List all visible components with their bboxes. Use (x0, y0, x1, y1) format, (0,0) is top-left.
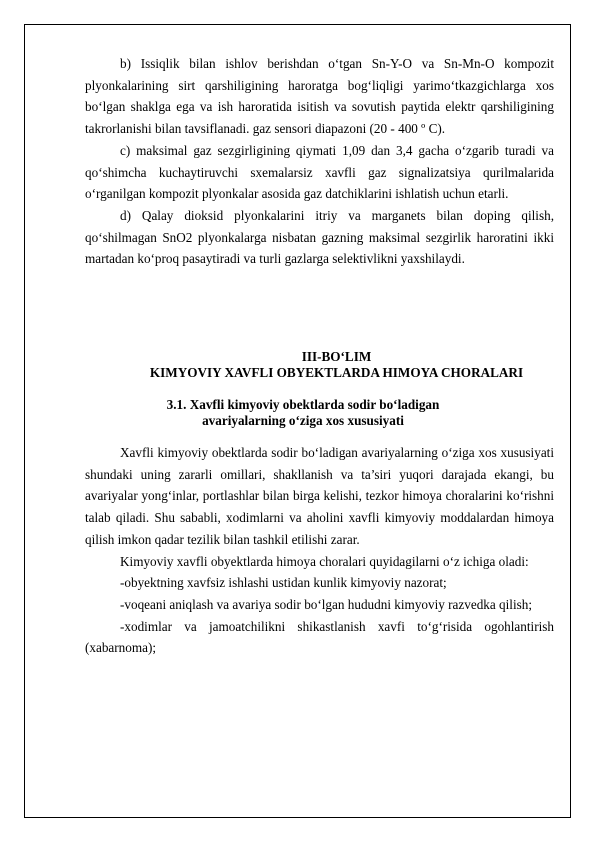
list-item: -voqeani aniqlash va avariya sodir bo‘lgan hududni kimyoviy razvedka qilish; (120, 596, 533, 612)
list-item: -obyektning xavfsiz ishlashi ustidan kunlik kimyoviy nazorat; (120, 575, 447, 591)
paragraph-c: c) maksimal gaz sezgirligining qiymati 1,09 dan 3,4 gacha o‘zgarib turadi va qo‘shimcha kuchaytiruvchi sxemalarsiz xavfli gaz signalizatsiya qurilmalarida o‘rganilgan kompozit plyonkalar asosida gaz datchiklarini ishlatish uchun etarli. (85, 142, 554, 202)
list-item: -xodimlar va jamoatchilikni shikastlanish xavfi to‘g‘risida ogohlantirish (xabarnoma); (85, 618, 554, 656)
section-heading (85, 397, 554, 429)
paragraph-b: b) Issiqlik bilan ishlov berishdan o‘tgan Sn-Y-O va Sn-Mn-O kompozit plyonkalarining sirt qarshiligining haroratga bog‘liqligi yarimo‘tkazgichlarga xos bo‘lgan shaklga ega va ish haroratida isitish va sovutish paytida elektr qarshiligining takrorlanishi bilan tavsiflanadi. gaz sensori diapazoni (20 - 400 º C). (85, 56, 554, 137)
section-title-line1: 3.1. Xavfli kimyoviy obektlarda sodir bo‘ladigan (166, 397, 440, 413)
paragraph-measures: Kimyoviy xavfli obyektlarda himoya choralari quyidagilarni o‘z ichiga oladi: (120, 553, 529, 569)
chapter-number: III-BO‘LIM (301, 349, 372, 365)
chapter-title: KIMYOVIY XAVFLI OBYEKTLARDA HIMOYA CHORALARI (149, 365, 524, 381)
section-title-line2: avariyalarning o‘ziga xos xususiyati (202, 413, 404, 429)
document-body (85, 53, 554, 659)
paragraph-d: d) Qalay dioksid plyonkalarini itriy va marganets bilan doping qilish, qo‘shilmagan SnO2 plyonkalarga nisbatan gazning maksimal sezgirlik haroratini ikki martadan ko‘proq pasaytiradi va turli gazlarga selektivlikni yaxshilaydi. (85, 207, 554, 267)
paragraph-intro: Xavfli kimyoviy obektlarda sodir bo‘ladigan avariyalarning o‘ziga xos xususiyati shundaki uning zararli omillari, shakllanish va ta’siri yuqori darajada ekangi, bu avariyalar yong‘inlar, portlashlar bilan birga kelishi, tezkor himoya choralarini ko‘rishni talab qiladi. Shu sababli, xodimlarni va aholini xavfli kimyoviy moddalardan himoya qilish imkon qadar tezilik bilan tashkil etilishi zarar. (85, 445, 554, 547)
chapter-heading (85, 349, 554, 381)
